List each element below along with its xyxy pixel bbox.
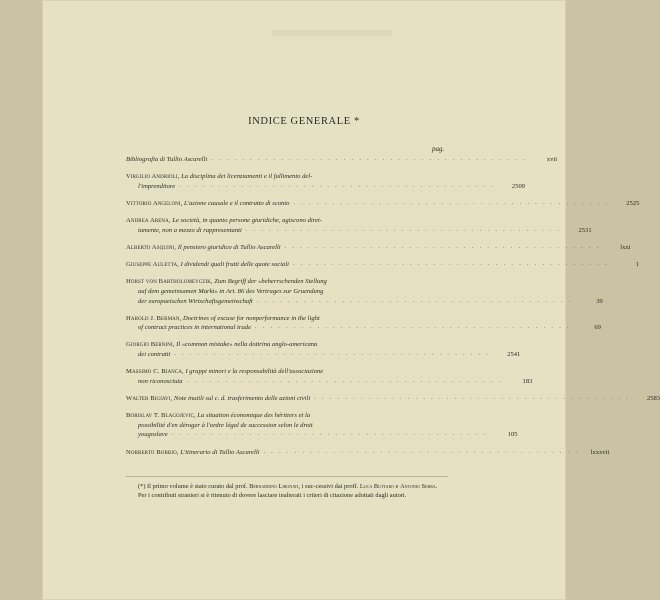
index-entry xyxy=(126,394,660,404)
entry-title: Zum Begriff der «beherrschenden Stellung xyxy=(214,278,327,286)
entry-page-number: 183 xyxy=(522,377,533,385)
entry-line xyxy=(126,367,448,377)
leader-dots: . . . . . . . . . . . . . . . . . . . . . . . . . . . . . . . . . . . . . . . . . xyxy=(293,261,609,268)
entry-page-number: 2531 xyxy=(578,226,592,234)
entry-title: Il «common mistake» nella dottrina anglo-americana xyxy=(176,341,318,349)
entry-author: Giorgio Bernini, xyxy=(126,341,175,349)
index-entry xyxy=(126,411,518,440)
entry-line xyxy=(126,448,610,458)
leader-dots: . . . . . . . . . . . . . . . . . . . . . . . . . . . . . . . . . . . . . . . . . xyxy=(255,324,571,331)
entry-line xyxy=(126,155,558,165)
entry-title: tamente, non a mezzo di rappresentanti xyxy=(138,226,242,234)
index-entry xyxy=(126,155,558,165)
leader-dots: . . . . . . . . . . . . . . . . . . . . . . . . . . . . . . . . . . . . . . . . . xyxy=(174,351,491,358)
entry-line xyxy=(126,287,448,297)
footnote-paragraph-1: (*) Il primo volume è stato curato dal prof. Bernardino Libonati, i suc-cessivi dai proff. Luca Buttaro e Antonio Serra. xyxy=(138,483,438,490)
index-entry xyxy=(126,260,639,270)
entry-line xyxy=(126,297,603,307)
entry-page-number: 105 xyxy=(507,431,518,439)
entry-title: Le società, in quanto persone giuridiche, agiscono diret- xyxy=(172,217,322,225)
index-entries xyxy=(126,155,660,465)
entry-title: La situation économique des héritiers et la xyxy=(197,412,311,420)
footnote-paragraph-2: Per i contributi stranieri si è ritenuto di dovere lasciare inalterati i criteri di citazione adottati dagli autori. xyxy=(138,492,407,500)
entry-line xyxy=(126,182,526,192)
entry-author: Walter Bigiavi, xyxy=(126,395,173,403)
entry-line xyxy=(126,323,601,333)
index-entry xyxy=(126,448,610,458)
entry-page-number: lxxi xyxy=(620,243,631,251)
leader-dots: . . . . . . . . . . . . . . . . . . . . . . . . . . . . . . . . . . . . . . . . . xyxy=(211,156,528,162)
leader-dots: . . . . . . . . . . . . . . . . . . . . . . . . . . . . . . . . . . . . . . . . . xyxy=(186,377,503,384)
entry-title: L'azione causale e il contratto di sconto xyxy=(184,199,290,207)
entry-title: dei contratti xyxy=(138,351,171,359)
page-title: INDICE GENERALE * xyxy=(248,116,360,127)
entry-title: La disciplina dei licenziamenti e il fallimento del- xyxy=(181,173,313,181)
page-column-label: pag. xyxy=(432,145,445,153)
entry-line xyxy=(126,394,660,404)
entry-page-number: 69 xyxy=(594,324,601,332)
entry-author: Borislav T. Blagojevic, xyxy=(126,412,196,420)
entry-author: Giuseppe Auletta, xyxy=(126,261,179,269)
entry-page-number: xvii xyxy=(546,156,558,163)
entry-author: Norberto Bobbio, xyxy=(126,448,179,456)
entry-author: Alberto Asquini, xyxy=(126,243,177,251)
index-entry xyxy=(126,172,526,191)
leader-dots: . . . . . . . . . . . . . . . . . . . . . . . . . . . . . . . . . . . . . . . . . xyxy=(284,243,601,250)
leader-dots: . . . . . . . . . . . . . . . . . . . . . . . . . . . . . . . . . . . . . . . . . xyxy=(314,395,631,402)
entry-line xyxy=(126,199,640,209)
leader-dots: . . . . . . . . . . . . . . . . . . . . . . . . . . . . . . . . . . . . . . . . . xyxy=(263,448,580,455)
entry-page-number: 1 xyxy=(635,261,639,269)
entry-page-number: 2509 xyxy=(511,182,526,190)
index-entry xyxy=(126,216,592,235)
entry-line xyxy=(126,277,448,287)
entry-page-number: 39 xyxy=(596,297,603,305)
entry-line xyxy=(126,243,631,253)
leader-dots: . . . . . . . . . . . . . . . . . . . . . . . . . . . . . . . . . . . . . . . . . xyxy=(171,431,488,438)
entry-line xyxy=(126,350,521,360)
leader-dots: . . . . . . . . . . . . . . . . . . . . . . . . . . . . . . . . . . . . . . . . . xyxy=(245,226,562,233)
index-entry xyxy=(126,243,631,253)
footnote xyxy=(126,482,448,501)
entry-author: Andrea Arena, xyxy=(126,217,171,225)
entry-title: Note inutili sul c. d. trasferimento delle azioni civili xyxy=(173,395,311,403)
entry-author: Harold J. Berman, xyxy=(126,314,182,322)
index-entry xyxy=(126,277,603,306)
index-entry xyxy=(126,199,640,209)
entry-title: I gruppi minori e la responsabilità dell'associazione xyxy=(185,368,324,376)
leader-dots: . . . . . . . . . . . . . . . . . . . . . . . . . . . . . . . . . . . . . . . . . xyxy=(256,297,573,304)
entry-page-number: 2541 xyxy=(507,351,521,359)
index-entry xyxy=(126,314,601,333)
leader-dots: . . . . . . . . . . . . . . . . . . . . . . . . . . . . . . . . . . . . . . . . . xyxy=(293,199,610,206)
entry-line xyxy=(126,226,592,236)
entry-title: of contract practices in international trade xyxy=(138,324,251,332)
entry-line xyxy=(126,260,639,270)
index-entry xyxy=(126,367,533,386)
entry-author: Massimo C. Bianca, xyxy=(126,368,184,376)
entry-author: Virgilio Andrioli, xyxy=(126,173,180,181)
page xyxy=(42,0,660,600)
entry-page-number: lxxxvii xyxy=(590,448,610,456)
entry-line xyxy=(126,411,448,421)
entry-title: non riconosciuta xyxy=(138,377,183,385)
entry-title: Il pensiero giuridico di Tullio Ascarelli xyxy=(177,243,281,251)
entry-title: der europaeischen Wirtschaftsgemeinschaft xyxy=(138,297,253,305)
entry-title: L'itinerario di Tullio Ascarelli xyxy=(180,448,260,456)
entry-page-number: 2525 xyxy=(626,199,640,207)
entry-title: auf dem gemeinsamen Markt» in Art. 86 des Vertrages zur Gruendung xyxy=(138,287,324,295)
entry-line xyxy=(126,340,448,350)
entry-line xyxy=(126,314,448,324)
faint-running-header xyxy=(272,30,392,36)
entry-line xyxy=(126,216,448,226)
entry-line xyxy=(126,377,533,387)
entry-title: l'imprenditore xyxy=(138,182,176,190)
entry-title: yougoslave xyxy=(138,431,168,439)
entry-author: Horst von Bartholomeyczik, xyxy=(126,278,213,286)
entry-line xyxy=(126,172,448,182)
entry-title: Doctrines of excuse for nonperformance in the light xyxy=(182,314,320,322)
footnote-rule xyxy=(126,476,448,477)
entry-page-number: 2583 xyxy=(646,395,660,403)
entry-line xyxy=(126,430,518,440)
entry-author: Vittorio Angeloni, xyxy=(126,199,183,207)
entry-line xyxy=(126,421,448,431)
entry-title: possibilité d'en déroger à l'ordre légal de succession selon le droit xyxy=(138,421,313,429)
entry-title: I dividendi quali frutti delle quote sociali xyxy=(180,261,289,269)
index-entry xyxy=(126,340,521,359)
entry-title: Bibliografia di Tullio Ascarelli xyxy=(126,156,208,163)
leader-dots: . . . . . . . . . . . . . . . . . . . . . . . . . . . . . . . . . . . . . . . . . xyxy=(179,182,496,189)
